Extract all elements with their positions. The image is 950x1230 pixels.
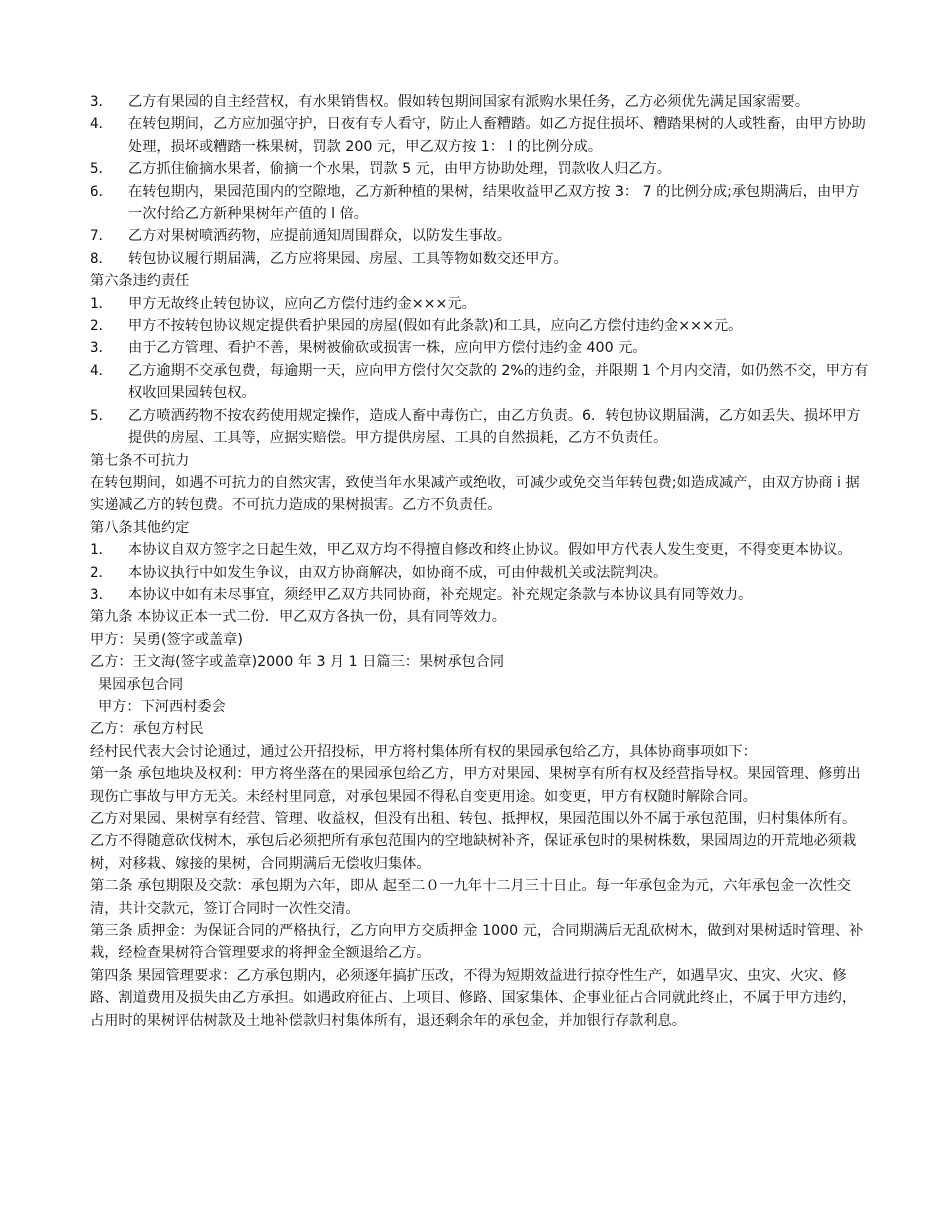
list-item [90, 539, 870, 561]
item-text: 甲方不按转包协议规定提供看护果园的房屋(假如有此条款)和工具，应向乙方偿付违约金×××元。 [128, 318, 743, 335]
document-page [90, 91, 870, 1032]
item-number: 2． [90, 564, 113, 581]
party-a-signature: 甲方：吴勇(签字或盖章) [90, 631, 243, 648]
list-item [90, 91, 870, 113]
contract3-article4: 第四条 果园管理要求：乙方承包期内，必须逐年搞扩压改，不得为短期效益进行掠夺性生产，如遇旱灾、虫灾、火灾、修路、割道费用及损失由乙方承担。如遇政府征占、上项目、修路、国家集体、企事业征占合同就此终止，不属于甲方违约，占用时的果树评估树款及土地补偿款归村集体所有，退还剩余年的承包金，并加银行存款利息。 [90, 967, 857, 1029]
section6-list [90, 293, 870, 450]
item-text: 乙方逾期不交承包费，每逾期一天，应向甲方偿付欠交款的 2%的违约金，并限期 1 个月内交清，如仍然不交，甲方有权收回果园转包权。 [128, 362, 869, 402]
item-number: 7． [90, 228, 113, 245]
item-number: 5． [90, 407, 113, 424]
item-number: 6． [90, 183, 113, 200]
item-text: 乙方对果树喷洒药物，应提前通知周围群众，以防发生事故。 [128, 228, 512, 245]
item-text: 乙方喷洒药物不按农药使用规定操作，造成人畜中毒伤亡，由乙方负责。6．转包协议期届满，乙方如丢失、损坏甲方提供的房屋、工具等，应据实赔偿。甲方提供房屋、工具的自然损耗，乙方不负责任。 [128, 407, 861, 447]
item-number: 2． [90, 318, 113, 335]
section8-heading: 第八条其他约定 [90, 519, 190, 536]
contract3-article2: 第二条 承包期限及交款：承包期为六年，即从 起至二０一九年十二月三十日止。每一年承包金为元，六年承包金一次性交清，共计交款元，签订合同时一次性交清。 [90, 878, 851, 917]
item-number: 4． [90, 362, 113, 379]
section6-heading: 第六条违约责任 [90, 273, 190, 290]
section7-text: 在转包期间，如遇不可抗力的自然灾害，致使当年水果减产或绝收，可减少或免交当年转包费;如造成减产，由双方协商 i 据实递减乙方的转包费。不可抗力造成的果树损害。乙方不负责任。 [90, 474, 860, 514]
contract3-article1-rights: 乙方对果园、果树享有经营、管理、收益权，但没有出租、转包、抵押权，果园范围以外不属于承包范围，归村集体所有。乙方不得随意砍伐树木，承包后必须把所有承包范围内的空地缺树补齐，保证承包时的果树株数，果园周边的开荒地必须栽树，对移栽、嫁接的果树，合同期满后无偿收归集体。 [90, 811, 857, 872]
item-text: 在转包期内，果园范围内的空隙地，乙方新种植的果树，结果收益甲乙双方按 3： 7 的比例分成;承包期满后，由甲方一次付给乙方新种果树年产值的 l 倍。 [128, 183, 860, 223]
list-item [90, 405, 870, 450]
list-item [90, 562, 870, 584]
item-text: 转包协议履行期届满，乙方应将果园、房屋、工具等物如数交还甲方。 [128, 250, 568, 267]
item-number: 5． [90, 161, 113, 178]
contract3-party-a: 甲方：下河西村委会 [98, 698, 226, 715]
contract3-article3: 第三条 质押金：为保证合同的严格执行，乙方向甲方交质押金 1000 元，合同期满后无乱砍树木，做到对果树适时管理、补栽，经检查果树符合管理要求的将押金全额退给乙方。 [90, 923, 864, 962]
section8-list [90, 539, 870, 606]
list-item [90, 158, 870, 180]
list-item [90, 584, 870, 606]
section7-heading: 第七条不可抗力 [90, 452, 190, 469]
contract3-intro: 经村民代表大会讨论通过，通过公开招投标，甲方将村集体所有权的果园承包给乙方，具体协商事项如下： [90, 743, 757, 760]
list-item [90, 248, 870, 270]
section9-text: 第九条 本协议正本一式二份．甲乙双方各执一份，具有同等效力。 [90, 609, 506, 626]
list-item [90, 293, 870, 315]
item-number: 1． [90, 542, 113, 559]
item-text: 本协议执行中如发生争议，由双方协商解决，如协商不成，可由仲裁机关或法院判决。 [128, 564, 668, 581]
item-text: 本协议中如有未尽事宜，须经甲乙双方共同协商，补充规定。补充规定条款与本协议具有同等效力。 [128, 586, 753, 603]
item-number: 3． [90, 94, 113, 110]
party-b-signature: 乙方：王文海(签字或盖章)2000 年 3 月 1 日篇三：果树承包合同 [90, 654, 505, 671]
item-number: 8． [90, 250, 113, 267]
item-text: 甲方无故终止转包协议，应向乙方偿付违约金×××元。 [128, 295, 476, 312]
list-item [90, 360, 870, 405]
item-number: 3． [90, 340, 113, 357]
list-item [90, 315, 870, 337]
list-item [90, 181, 870, 226]
item-text: 由于乙方管理、看护不善，果树被偷砍或损害一株，应向甲方偿付违约金 400 元。 [128, 340, 647, 357]
section5-list [90, 91, 870, 270]
item-text: 本协议自双方签字之日起生效，甲乙双方均不得擅自修改和终止协议。假如甲方代表人发生变更，不得变更本协议。 [128, 542, 852, 559]
contract3-article1: 第一条 承包地块及权利：甲方将坐落在的果园承包给乙方，甲方对果园、果树享有所有权及经营指导权。果园管理、修剪出现伤亡事故与甲方无关。未经村里同意，对承包果园不得私自变更用途。如变更，甲方有权随时解除合同。 [90, 766, 861, 805]
item-text: 乙方有果园的自主经营权，有水果销售权。假如转包期间国家有派购水果任务，乙方必须优先满足国家需要。 [128, 94, 810, 110]
item-text: 在转包期间，乙方应加强守护，日夜有专人看守，防止人畜糟踏。如乙方捉住损坏、糟踏果树的人或牲畜，由甲方协助处理，损坏或糟踏一株果树，罚款 200 元，甲乙双方按 1： l 的比例分成。 [128, 116, 866, 155]
contract3-title: 果园承包合同 [98, 676, 184, 693]
contract3-party-b: 乙方：承包方村民 [90, 721, 204, 738]
list-item [90, 113, 870, 158]
item-number: 4． [90, 116, 113, 133]
item-text: 乙方抓住偷摘水果者，偷摘一个水果，罚款 5 元，由甲方协助处理，罚款收人归乙方。 [128, 161, 671, 178]
list-item [90, 337, 870, 359]
list-item [90, 225, 870, 247]
item-number: 1． [90, 295, 113, 312]
item-number: 3． [90, 586, 113, 603]
